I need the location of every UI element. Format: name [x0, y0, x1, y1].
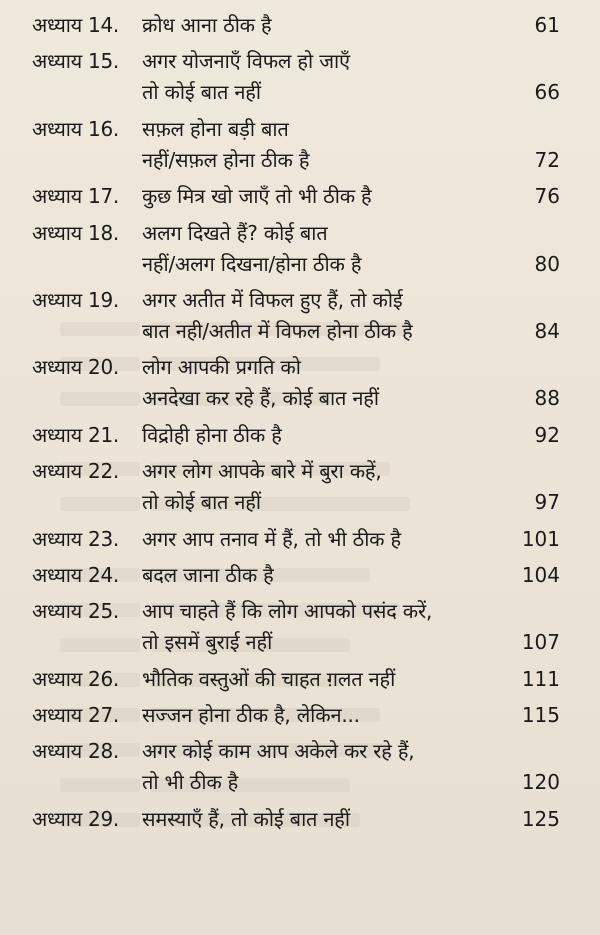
chapter-title: भौतिक वस्तुओं की चाहत ग़लत नहीं: [142, 666, 396, 691]
page-number: 115: [521, 703, 560, 728]
chapter-title: अगर आप तनाव में हैं, तो भी ठीक है: [142, 526, 401, 551]
toc-entry-line: [32, 524, 560, 555]
toc-entry-line: [32, 487, 560, 518]
page-number: 61: [534, 13, 560, 37]
chapter-title: समस्याएँ हैं, तो कोई बात नहीं: [142, 806, 350, 831]
toc-entry: [32, 46, 560, 108]
chapter-title: आप चाहते हैं कि लोग आपको पसंद करें,: [142, 599, 433, 624]
toc-entry: [32, 420, 560, 451]
toc-entry-line: [32, 249, 560, 280]
toc-entry: [32, 664, 560, 695]
chapter-title: अनदेखा कर रहे हैं, कोई बात नहीं: [142, 386, 379, 411]
page-number: 104: [521, 562, 560, 587]
chapter-title: बात नही/अतीत में विफल होना ठीक है: [142, 318, 413, 343]
page-number: 120: [521, 770, 560, 795]
toc-entry-line: [32, 383, 560, 414]
toc-entry: [32, 560, 560, 591]
toc-entry: [32, 524, 560, 555]
chapter-title: तो कोई बात नहीं: [142, 80, 261, 105]
chapter-title: विद्रोही होना ठीक है: [142, 422, 282, 447]
toc-entry: [32, 10, 560, 41]
toc-entry-line: [32, 736, 560, 767]
chapter-label: अध्याय 14.: [32, 13, 119, 37]
chapter-title: अगर योजनाएँ विफल हो जाएँ: [142, 49, 350, 74]
toc-entry-line: [32, 627, 560, 658]
toc-entry: [32, 456, 560, 518]
chapter-label: अध्याय 28.: [32, 739, 119, 764]
chapter-title: सज्जन होना ठीक है, लेकिन...: [142, 703, 360, 728]
chapter-title: सफ़ल होना बड़ी बात: [142, 116, 289, 141]
page-number: 92: [534, 422, 560, 447]
chapter-label: अध्याय 16.: [32, 116, 119, 141]
chapter-label: अध्याय 23.: [32, 526, 119, 551]
page-number: 101: [521, 526, 560, 551]
toc-entry-line: [32, 218, 560, 249]
chapter-title: तो इसमें बुराई नहीं: [142, 630, 273, 655]
page-number: 125: [521, 806, 560, 831]
toc-entry-line: [32, 10, 560, 41]
toc-entry-line: [32, 596, 560, 627]
chapter-title: अगर अतीत में विफल हुए हैं, तो कोई: [142, 287, 403, 312]
toc-entry-line: [32, 285, 560, 316]
toc-entry-line: [32, 46, 560, 77]
toc-entry-line: [32, 114, 560, 145]
chapter-label: अध्याय 25.: [32, 599, 119, 624]
chapter-label: अध्याय 29.: [32, 806, 119, 831]
toc-entry-line: [32, 767, 560, 798]
toc-entry: [32, 736, 560, 798]
toc-entry-line: [32, 316, 560, 347]
page-number: 76: [534, 184, 560, 209]
page-number: 72: [534, 147, 560, 172]
chapter-label: अध्याय 18.: [32, 220, 119, 245]
page-number: 107: [521, 630, 560, 655]
toc-entry-line: [32, 804, 560, 835]
page-number: 84: [534, 318, 560, 343]
toc-entry: [32, 804, 560, 835]
toc-entry: [32, 596, 560, 658]
chapter-title: तो भी ठीक है: [142, 770, 239, 795]
chapter-title: नहीं/अलग दिखना/होना ठीक है: [142, 251, 362, 276]
toc-entry-line: [32, 145, 560, 176]
toc-entry-line: [32, 181, 560, 212]
toc-entry-line: [32, 77, 560, 108]
toc-entry-line: [32, 456, 560, 487]
toc-entry-line: [32, 560, 560, 591]
chapter-label: अध्याय 27.: [32, 703, 119, 728]
chapter-label: अध्याय 20.: [32, 355, 119, 380]
chapter-title: अगर लोग आपके बारे में बुरा कहें,: [142, 459, 382, 484]
chapter-label: अध्याय 15.: [32, 49, 119, 74]
chapter-title: तो कोई बात नहीं: [142, 490, 261, 515]
toc-entry-line: [32, 420, 560, 451]
page-number: 80: [534, 251, 560, 276]
page-number: 88: [534, 386, 560, 411]
toc-entry: [32, 218, 560, 280]
chapter-title: नहीं/सफ़ल होना ठीक है: [142, 147, 310, 172]
toc-entry-line: [32, 700, 560, 731]
chapter-label: अध्याय 19.: [32, 287, 119, 312]
chapter-label: अध्याय 24.: [32, 562, 119, 587]
chapter-title: क्रोध आना ठीक है: [142, 13, 272, 37]
toc-entry-line: [32, 664, 560, 695]
page-number: 97: [534, 490, 560, 515]
chapter-title: अगर कोई काम आप अकेले कर रहे हैं,: [142, 739, 415, 764]
chapter-label: अध्याय 17.: [32, 184, 119, 209]
chapter-title: लोग आपकी प्रगति को: [142, 355, 301, 380]
chapter-title: कुछ मित्र खो जाएँ तो भी ठीक है: [142, 184, 372, 209]
toc-entry: [32, 181, 560, 212]
chapter-title: अलग दिखते हैं? कोई बात: [142, 220, 328, 245]
toc-entry: [32, 700, 560, 731]
toc-entry: [32, 285, 560, 347]
toc-entry: [32, 352, 560, 414]
chapter-label: अध्याय 21.: [32, 422, 119, 447]
table-of-contents: [32, 10, 560, 840]
toc-entry: [32, 114, 560, 176]
chapter-title: बदल जाना ठीक है: [142, 562, 274, 587]
toc-entry-line: [32, 352, 560, 383]
page-number: 111: [521, 666, 560, 691]
chapter-label: अध्याय 22.: [32, 459, 119, 484]
page-number: 66: [534, 80, 560, 105]
chapter-label: अध्याय 26.: [32, 666, 119, 691]
